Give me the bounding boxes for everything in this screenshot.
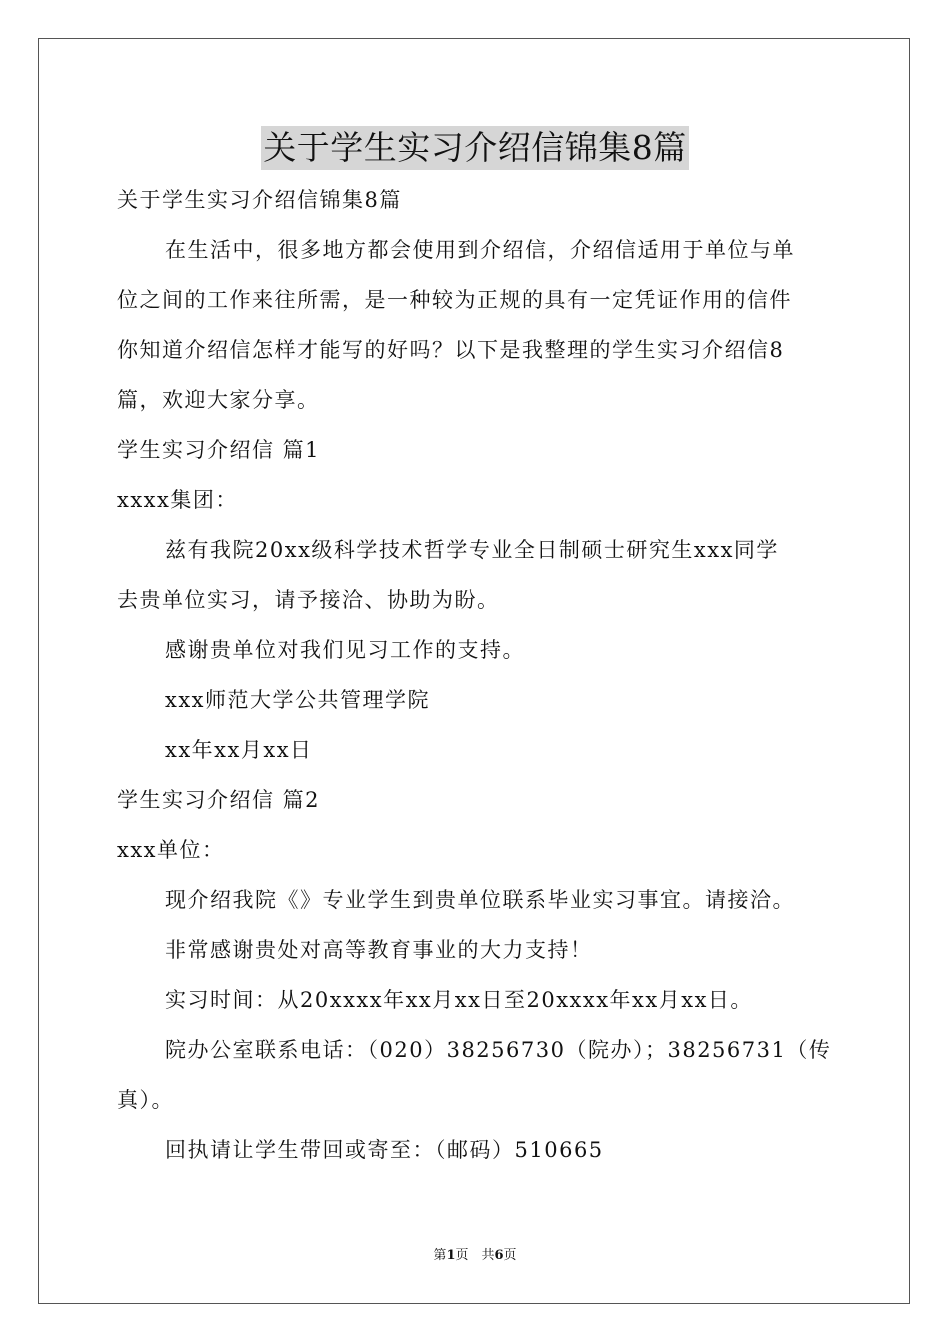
section1-body-line-2: 去贵单位实习，请予接洽、协助为盼。 [117, 588, 500, 612]
section1-body-line-1: 兹有我院20xx级科学技术哲学专业全日制硕士研究生xxx同学 [165, 538, 779, 562]
footer-total-pages: 6 [494, 1248, 504, 1263]
page-footer [0, 1247, 950, 1265]
intro-line-4: 篇，欢迎大家分享。 [117, 388, 320, 412]
footer-page-number: 1 [446, 1248, 456, 1263]
section1-heading: 学生实习介绍信 篇1 [117, 438, 321, 462]
section1-salutation: xxxx集团： [117, 488, 238, 512]
section2-line-3: 实习时间：从20xxxx年xx月xx日至20xxxx年xx月xx日。 [165, 988, 753, 1012]
intro-line-2: 位之间的工作来往所需，是一种较为正规的具有一定凭证作用的信件 [117, 288, 792, 312]
document-title: 关于学生实习介绍信锦集8篇 [261, 126, 689, 170]
section2-line-1: 现介绍我院《》专业学生到贵单位联系毕业实习事宜。请接洽。 [165, 888, 795, 912]
section2-phone-line-2: 真）。 [117, 1088, 174, 1112]
intro-line-1: 在生活中，很多地方都会使用到介绍信，介绍信适用于单位与单 [165, 238, 795, 262]
section2-line-2: 非常感谢贵处对高等教育事业的大力支持！ [165, 938, 593, 962]
footer-prefix: 第 [433, 1248, 447, 1263]
section1-thanks: 感谢贵单位对我们见习工作的支持。 [165, 638, 525, 662]
section2-salutation: xxx单位： [117, 838, 225, 862]
section1-signature: xxx师范大学公共管理学院 [165, 688, 431, 712]
section1-date: xx年xx月xx日 [165, 738, 313, 762]
footer-suffix: 页 [503, 1248, 517, 1263]
section2-heading: 学生实习介绍信 篇2 [117, 788, 321, 812]
section2-phone-line-1: 院办公室联系电话：（020）38256730（院办）；38256731（传 [165, 1038, 832, 1062]
section2-return-line: 回执请让学生带回或寄至：（邮码）510665 [165, 1138, 604, 1162]
document-body [117, 175, 837, 1175]
footer-middle: 页 共 [455, 1248, 495, 1263]
intro-line-3: 你知道介绍信怎样才能写的好吗？以下是我整理的学生实习介绍信8 [117, 338, 785, 362]
subtitle-line: 关于学生实习介绍信锦集8篇 [117, 188, 402, 212]
title-area [0, 126, 950, 170]
